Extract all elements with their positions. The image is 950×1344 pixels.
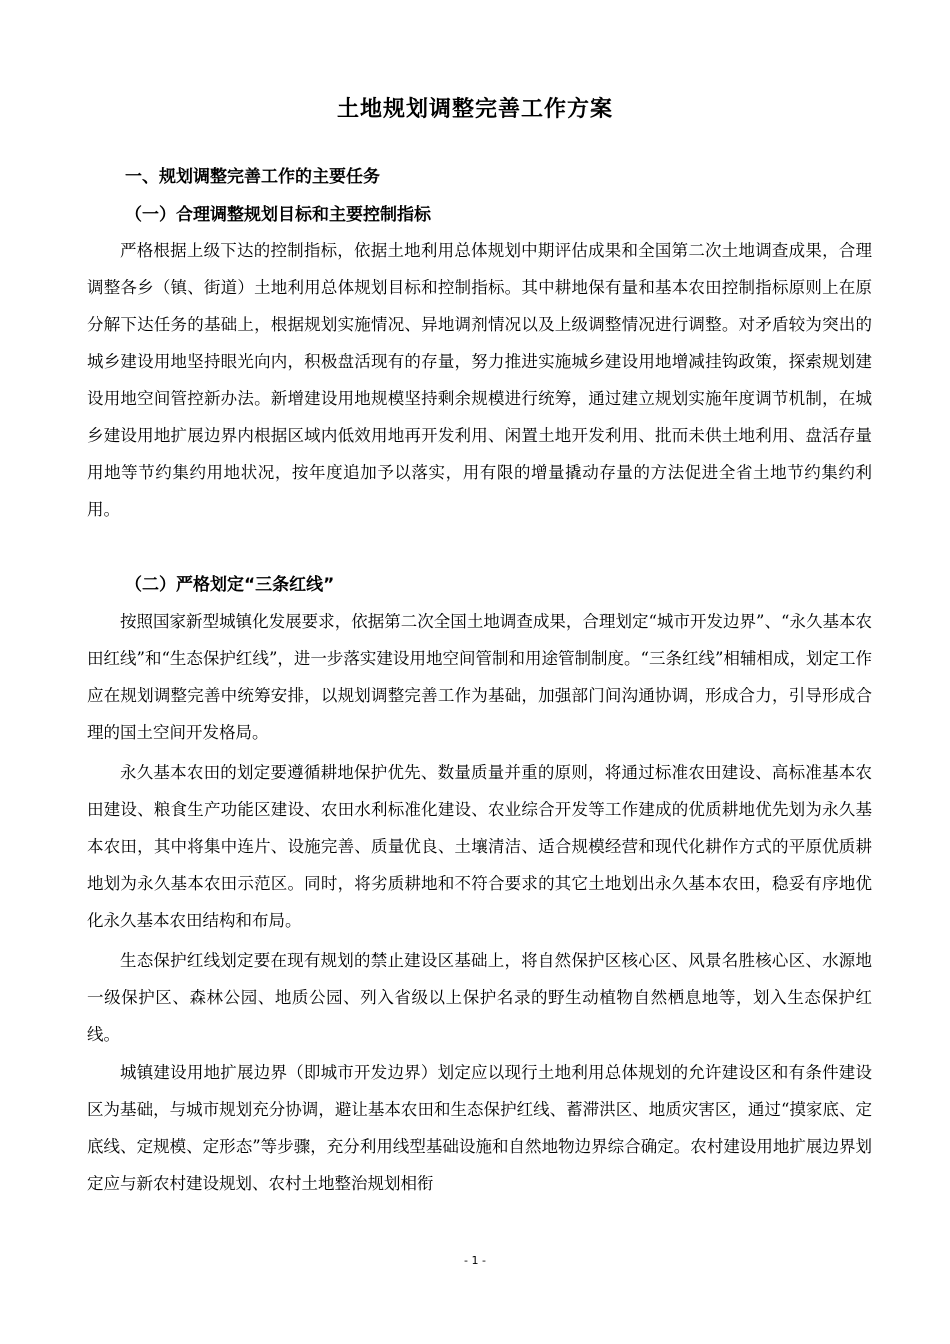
- paragraph-3: 永久基本农田的划定要遵循耕地保护优先、数量质量并重的原则，将通过标准农田建设、高标准基本农田建设、粮食生产功能区建设、农田水利标准化建设、农业综合开发等工作建成的优质耕地优先划为永久基本农田，其中将集中连片、设施完善、质量优良、土壤清洁、适合规模经营和现代化耕作方式的平原优质耕地划为永久基本农田示范区。同时，将劣质耕地和不符合要求的其它土地划出永久基本农田，稳妥有序地优化永久基本农田结构和布局。: [87, 763, 872, 930]
- paragraph-2: 按照国家新型城镇化发展要求，依据第二次全国土地调查成果，合理划定“城市开发边界”、“永久基本农田红线”和“生态保护红线”，进一步落实建设用地空间管制和用途管制制度。“三条红线”相辅相成，划定工作应在规划调整完善中统筹安排，以规划调整完善工作为基础，加强部门间沟通协调，形成合力，引导形成合理的国土空间开发格局。: [87, 612, 872, 742]
- page-number: - 1 -: [464, 1254, 486, 1267]
- section-heading-1: 一、规划调整完善工作的主要任务: [125, 167, 380, 187]
- paragraph-1: 严格根据上级下达的控制指标，依据土地利用总体规划中期评估成果和全国第二次土地调查成果，合理调整各乡（镇、街道）土地利用总体规划目标和控制指标。其中耕地保有量和基本农田控制指标原则上在原分解下达任务的基础上，根据规划实施情况、异地调剂情况以及上级调整情况进行调整。对矛盾较为突出的城乡建设用地坚持眼光向内，积极盘活现有的存量，努力推进实施城乡建设用地增减挂钩政策，探索规划建设用地空间管控新办法。新增建设用地规模坚持剩余规模进行统筹，通过建立规划实施年度调节机制，在城乡建设用地扩展边界内根据区域内低效用地再开发利用、闲置土地开发利用、批而未供土地利用、盘活存量用地等节约集约用地状况，按年度追加予以落实，用有限的增量撬动存量的方法促进全省土地节约集约利用。: [87, 241, 872, 519]
- document-title: 土地规划调整完善工作方案: [336, 97, 613, 122]
- subsection-heading-2: （二）严格划定“三条红线”: [125, 575, 335, 595]
- subsection-heading-1: （一）合理调整规划目标和主要控制指标: [125, 205, 431, 225]
- paragraph-4: 生态保护红线划定要在现有规划的禁止建设区基础上，将自然保护区核心区、风景名胜核心区、水源地一级保护区、森林公园、地质公园、列入省级以上保护名录的野生动植物自然栖息地等，划入生态保护红线。: [87, 951, 872, 1044]
- paragraph-5: 城镇建设用地扩展边界（即城市开发边界）划定应以现行土地利用总体规划的允许建设区和有条件建设区为基础，与城市规划充分协调，避让基本农田和生态保护红线、蓄滞洪区、地质灾害区，通过“摸家底、定底线、定规模、定形态”等步骤，充分利用线型基础设施和自然地物边界综合确定。农村建设用地扩展边界划定应与新农村建设规划、农村土地整治规划相衔: [87, 1063, 872, 1193]
